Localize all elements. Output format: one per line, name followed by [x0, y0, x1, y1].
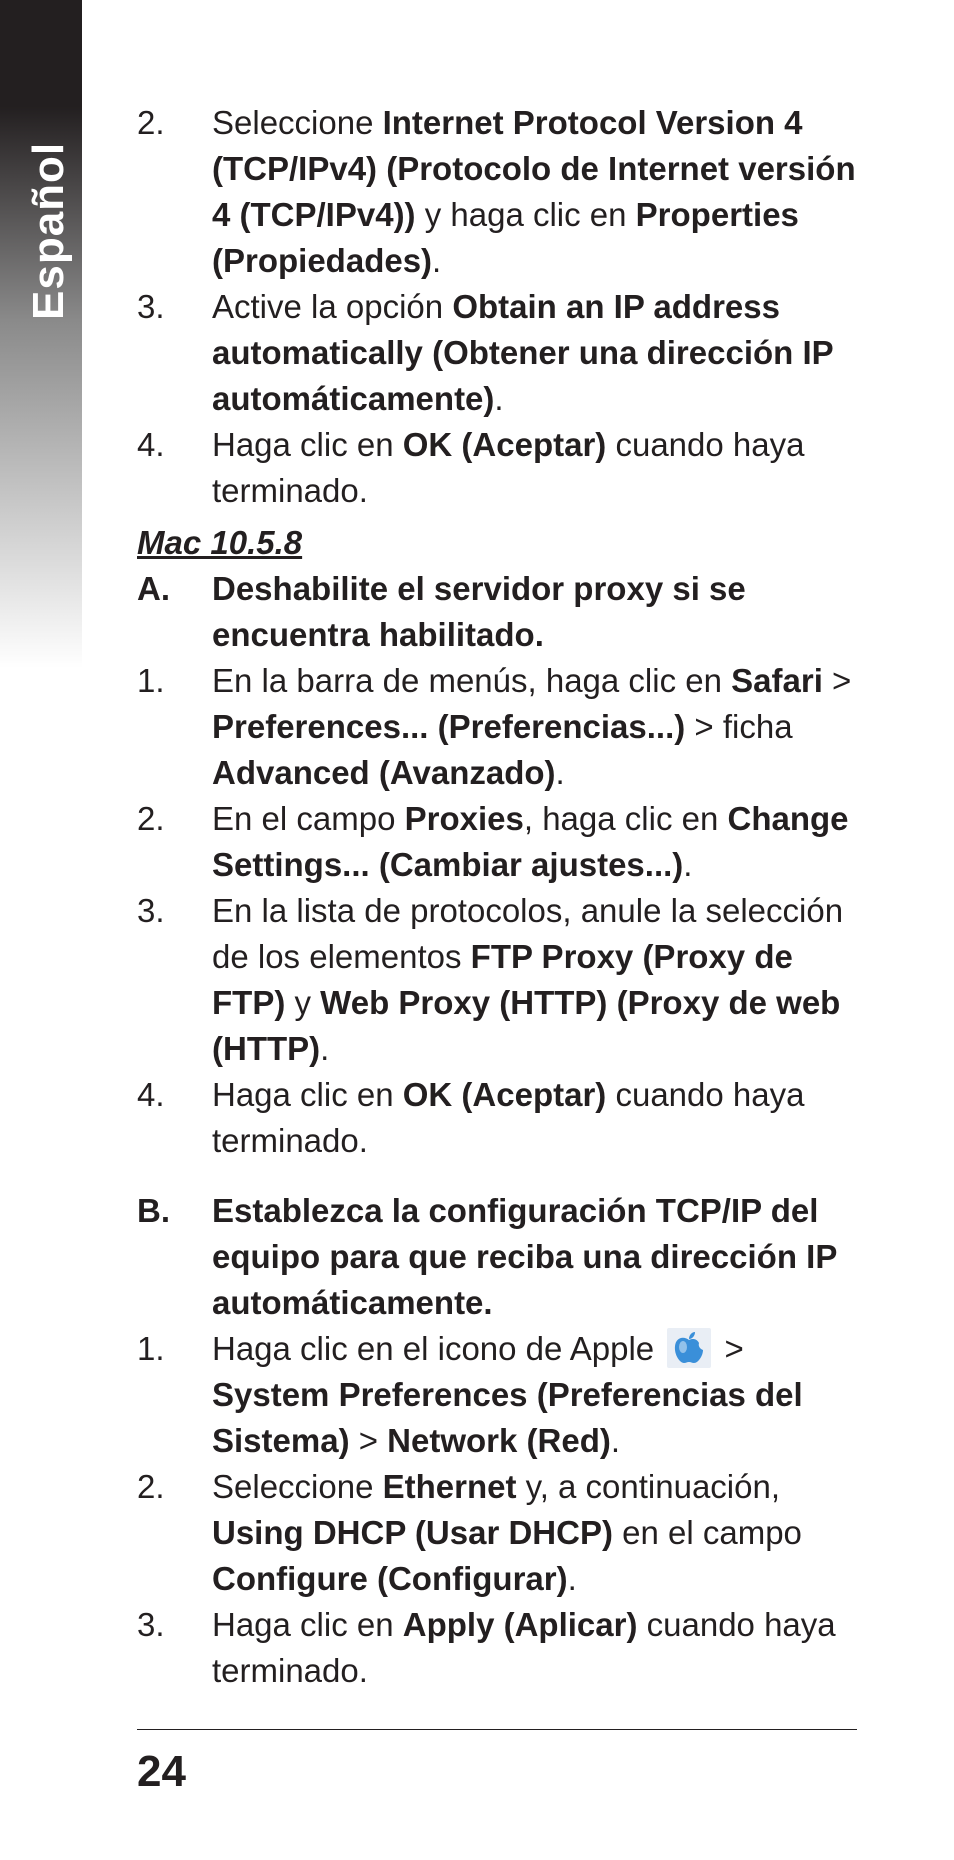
item-number: 2.	[137, 1468, 165, 1505]
item-text: Active la opción Obtain an IP address automatically (Obtener una dirección IP automáticamente).	[212, 288, 834, 417]
item-text: Haga clic en OK (Aceptar) cuando haya terminado.	[212, 1076, 805, 1159]
bold-term: Safari	[731, 662, 823, 699]
language-label: Español	[24, 141, 73, 320]
bold-term: Configure (Configurar)	[212, 1560, 568, 1597]
section-b-title: Establezca la configuración TCP/IP del equipo para que reciba una dirección IP automáticamente.	[212, 1192, 837, 1321]
bold-term: Change Settings... (Cambiar ajustes...)	[212, 800, 849, 883]
list-item	[137, 888, 865, 1072]
page-number: 24	[137, 1747, 186, 1796]
mac-version-heading: Mac 10.5.8	[137, 524, 303, 561]
item-text: En el campo Proxies, haga clic en Change Settings... (Cambiar ajustes...).	[212, 800, 849, 883]
list-item	[137, 1072, 865, 1164]
section-a-title: Deshabilite el servidor proxy si se encuentra habilitado.	[212, 570, 746, 653]
apple-icon	[667, 1328, 711, 1368]
item-text: En la barra de menús, haga clic en Safari > Preferences... (Preferencias...) > ficha Advanced (Avanzado).	[212, 662, 852, 791]
list-item	[137, 658, 865, 796]
item-number: 2.	[137, 104, 165, 141]
section-b-letter: B.	[137, 1192, 170, 1229]
bold-term: FTP Proxy (Proxy de FTP)	[212, 938, 793, 1021]
bold-term: Properties (Propiedades)	[212, 196, 799, 279]
footer-divider	[137, 1729, 857, 1730]
list-item	[137, 1602, 865, 1694]
item-number: 4.	[137, 426, 165, 463]
list-item	[137, 422, 865, 514]
list-item	[137, 284, 865, 422]
bold-term: Internet Protocol Version 4 (TCP/IPv4) (Protocolo de Internet versión 4 (TCP/IPv4))	[212, 104, 856, 233]
item-number: 3.	[137, 1606, 165, 1643]
item-text: Haga clic en Apply (Aplicar) cuando haya terminado.	[212, 1606, 836, 1689]
list-item	[137, 1326, 865, 1464]
step-list-section-a	[137, 658, 865, 1164]
item-text: Haga clic en el icono de Apple > System Preferences (Preferencias del Sistema) > Network (Red).	[212, 1330, 803, 1459]
item-number: 3.	[137, 892, 165, 929]
bold-term: Ethernet	[382, 1468, 517, 1505]
bold-term: Preferences... (Preferencias...)	[212, 708, 686, 745]
language-side-tab	[0, 0, 82, 668]
section-a-heading	[137, 566, 865, 658]
item-text: Seleccione Ethernet y, a continuación, Using DHCP (Usar DHCP) en el campo Configure (Configurar).	[212, 1468, 802, 1597]
item-text: Haga clic en OK (Aceptar) cuando haya terminado.	[212, 426, 805, 509]
bold-term: Obtain an IP address automatically (Obtener una dirección IP automáticamente)	[212, 288, 834, 417]
bold-term: OK (Aceptar)	[402, 426, 607, 463]
section-a-letter: A.	[137, 570, 170, 607]
bold-term: Proxies	[404, 800, 524, 837]
bold-term: Apply (Aplicar)	[402, 1606, 638, 1643]
step-list-windows	[137, 100, 865, 514]
item-number: 1.	[137, 662, 165, 699]
list-item	[137, 100, 865, 284]
bold-term: OK (Aceptar)	[402, 1076, 607, 1113]
bold-term: Web Proxy (HTTP) (Proxy de web (HTTP)	[212, 984, 841, 1067]
list-item	[137, 796, 865, 888]
step-list-section-b	[137, 1326, 865, 1694]
item-text: En la lista de protocolos, anule la selección de los elementos FTP Proxy (Proxy de FTP) y Web Proxy (HTTP) (Proxy de web (HTTP).	[212, 892, 844, 1067]
instructions-content	[137, 100, 865, 1694]
bold-term: System Preferences (Preferencias del Sistema)	[212, 1376, 803, 1459]
item-text: Seleccione Internet Protocol Version 4 (TCP/IPv4) (Protocolo de Internet versión 4 (TCP/IPv4)) y haga clic en Properties (Propiedades).	[212, 104, 856, 279]
bold-term: Using DHCP (Usar DHCP)	[212, 1514, 613, 1551]
item-number: 2.	[137, 800, 165, 837]
bold-term: Advanced (Avanzado)	[212, 754, 556, 791]
section-b-heading	[137, 1188, 865, 1326]
bold-term: Network (Red)	[387, 1422, 611, 1459]
item-number: 1.	[137, 1330, 165, 1367]
item-number: 4.	[137, 1076, 165, 1113]
item-number: 3.	[137, 288, 165, 325]
list-item	[137, 1464, 865, 1602]
